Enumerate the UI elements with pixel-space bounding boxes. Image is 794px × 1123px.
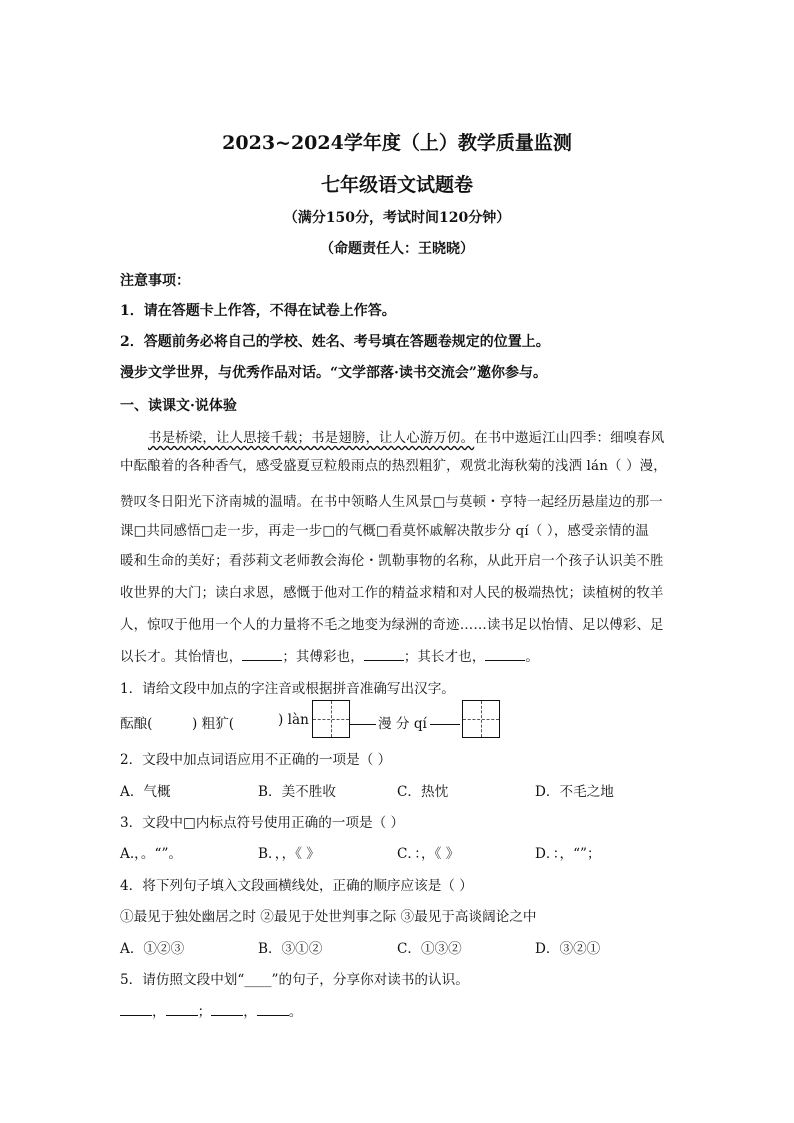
intro-text: 漫步文学世界，与优秀作品对话。“文学部落·读书交流会”邀你参与。: [120, 365, 547, 381]
punct: 。: [288, 1004, 303, 1020]
passage-line: 暖和生命的美好；看莎莉文老师教会海伦・凯勒事物的名称，从此开启一个孩子认识美不胜: [120, 554, 664, 569]
exam-subtitle: 七年级语文试题卷: [320, 174, 473, 196]
section-heading: 一、读课文·说体验: [120, 398, 237, 414]
writing-grid-box[interactable]: [462, 700, 500, 738]
question-3-stem: 3．文段中□内标点符号使用正确的一项是（ ）: [120, 815, 405, 831]
q2-option-d[interactable]: D．不毛之地: [535, 784, 614, 800]
q1-word-3: ) làn: [278, 712, 309, 728]
q2-option-a[interactable]: A．气概: [120, 784, 171, 800]
passage-text: 。: [525, 650, 540, 665]
answer-line: [350, 724, 376, 725]
fill-blank[interactable]: [364, 648, 404, 661]
exam-title: 2023~2024学年度（上）教学质量监测: [222, 132, 572, 154]
passage-line: 赞叹冬日阳光下济南城的温晴。在书中领略人生风景□与莫顿・亨特一起经历悬崖边的那一: [120, 495, 663, 510]
q4-option-c[interactable]: C．①③②: [397, 941, 462, 957]
q5-answer-line: [120, 1000, 302, 1020]
q4-option-b[interactable]: B．③①②: [258, 941, 323, 957]
q4-option-d[interactable]: D．③②①: [535, 941, 601, 957]
q3-option-a[interactable]: A.，。“”。: [120, 846, 183, 862]
punct: ，: [152, 1004, 166, 1020]
fill-blank[interactable]: [257, 1003, 289, 1016]
passage-text: ；其傅彩也，: [282, 650, 364, 665]
question-4-stem: 4．将下列句子填入文段画横线处，正确的顺序应该是（ ）: [120, 878, 473, 894]
passage-line: 收世界的大门；读白求恩，感慨于他对工作的精益求精和对人民的极端热忱；读植树的牧羊: [120, 586, 664, 601]
passage-text: 以长才。其怡情也，: [120, 650, 243, 665]
note-item-1: 1．请在答题卡上作答，不得在试卷上作答。: [120, 303, 396, 319]
q1-word-4: 漫 分 qí: [378, 716, 427, 732]
note-item-2: 2．答题前务必将自己的学校、姓名、考号填在答题卷规定的位置上。: [120, 334, 550, 350]
q2-option-c[interactable]: C．热忱: [397, 784, 449, 800]
q3-option-d[interactable]: D．：，“”；: [535, 846, 601, 862]
fill-blank[interactable]: [211, 1003, 243, 1016]
q1-word-1: 酝酿(: [120, 716, 153, 732]
passage-text: 在书中遨逅江山四季：细嗅春风: [474, 431, 665, 446]
score-time-info: （满分150分，考试时间120分钟）: [283, 210, 511, 226]
author-info: （命题责任人：王晓晓）: [320, 241, 474, 257]
fill-blank[interactable]: [485, 648, 525, 661]
q4-option-a[interactable]: A．①②③: [120, 941, 185, 957]
answer-line: [430, 724, 460, 725]
punct: ；: [197, 1004, 212, 1020]
notes-heading: 注意事项：: [120, 273, 190, 289]
passage-line: 中酝酿着的各种香气，感受盛夏豆粒般雨点的热烈粗犷，观赏北海秋菊的浅洒 lán（ ）漫，: [120, 459, 667, 474]
q2-option-b[interactable]: B．美不胜收: [258, 784, 336, 800]
fill-blank[interactable]: [242, 648, 282, 661]
question-1-stem: 1．请给文段中加点的字注音或根据拼音准确写出汉字。: [120, 681, 455, 697]
question-2-stem: 2．文段中加点词语应用不正确的一项是（ ）: [120, 752, 392, 768]
fill-blank[interactable]: [166, 1003, 198, 1016]
q1-word-2: ) 粗犷(: [192, 716, 235, 732]
passage-line: [120, 646, 676, 665]
q3-option-b[interactable]: B．，，《 》: [258, 846, 320, 862]
underlined-sentence: 书是桥梁，让人思接千载；书是翅膀，让人心游万仞。: [148, 431, 475, 446]
passage-line: 课□共同感悟□走一步，再走一步□的气概□看莫怀戚解决散步分 qí（ ），感受亲情的温: [120, 524, 649, 539]
passage-line: 人，惊叹于他用一个人的力量将不毛之地变为绿洲的奇迹……读书足以怡情、足以傅彩、足: [120, 618, 664, 633]
punct: ，: [243, 1004, 257, 1020]
passage-line: [148, 427, 704, 446]
passage-text: ；其长才也，: [403, 650, 486, 665]
question-5-stem: 5．请仿照文段中划“____”的句子，分享你对读书的认识。: [120, 972, 469, 988]
fill-blank[interactable]: [120, 1003, 152, 1016]
writing-grid-box[interactable]: [312, 700, 350, 738]
q4-sentence-options: ①最见于独处幽居之时 ②最见于处世判事之际 ③最见于高谈阔论之中: [120, 909, 537, 925]
q3-option-c[interactable]: C．：，《 》: [397, 846, 460, 862]
